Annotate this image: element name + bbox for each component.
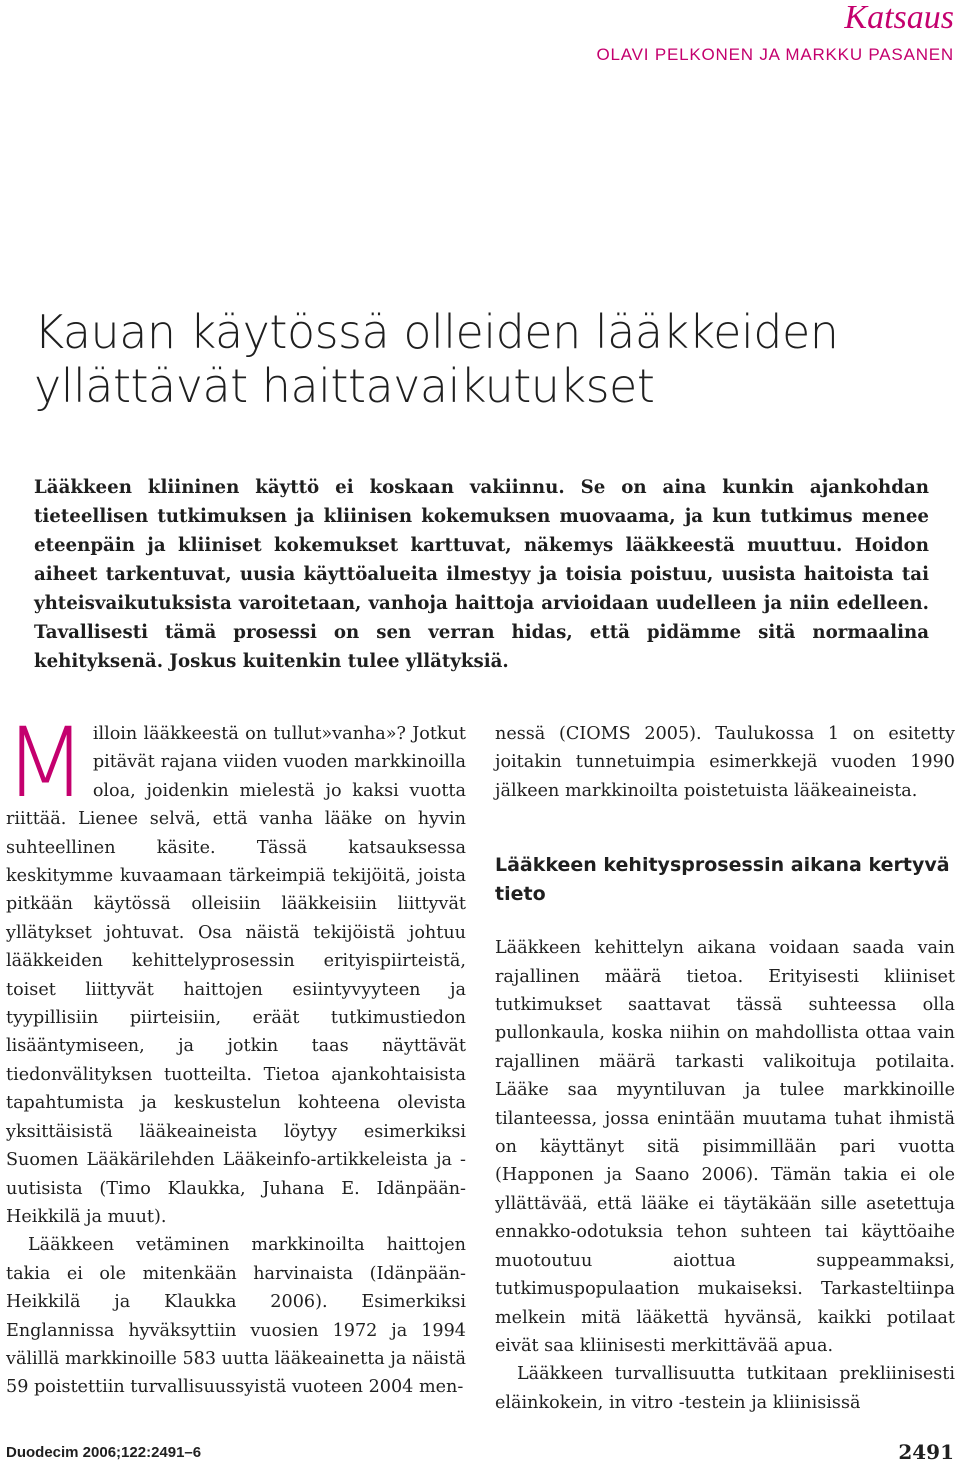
lead-paragraph: Lääkkeen kliininen käyttö ei koskaan vakiinnu. Se on aina kunkin ajankohdan tieteellisen tutkimuksen ja kliinisen kokemuksen muovaama, ja kun tutkimus menee eteenpäin ja kliiniset kokemukset karttuvat, näkemys lääkkeestä muuttuu. Hoidon aiheet tarkentuvat, uusia käyttöalueita ilmestyy ja toisia poistuu, uusista haitoista tai yhteisvaikutuksista varoitetaan, vanhoja haittoja arvioidaan uudelleen ja niin edelleen. Tavallisesti tämä prosessi on sen verran hidas, että pidämme sitä normaalina kehityksenä. Joskus kuitenkin tulee yllätyksiä. <box>34 477 929 672</box>
journal-citation: Duodecim 2006;122:2491–6 <box>6 1444 202 1461</box>
section-subheading: Lääkkeen kehitysprosessin aikana kertyvä tieto <box>495 854 950 906</box>
article-title <box>34 305 934 413</box>
body-paragraph: Lääkkeen vetäminen markkinoilta haittojen takia ei ole mitenkään harvinaista (Idänpään-Heikkilä ja Klaukka 2006). Esimerkiksi Englannissa hyväksyttiin vuosien 1972 ja 1994 välillä markkinoille 583 uutta lääkeainetta ja näistä 59 poistettiin turvallisuussyistä vuoteen 2004 men- <box>6 1235 466 1398</box>
body-paragraph: Lääkkeen kehittelyn aikana voidaan saada vain rajallinen määrä tietoa. Erityisesti kliiniset tutkimukset saattavat tässä suhteessa olla pullonkaula, koska niihin on mahdollista ottaa vain rajallinen määrä tarkasti valikoituja potilaita. Lääke saa myyntiluvan ja tulee markkinoille tilanteessa, jossa enintään muutama tuhat ihmistä on käyttänyt sitä pisimmillään pari vuotta (Happonen ja Saano 2006). Tämän takia ei ole yllättävää, että lääke ei täytäkään sille asetettuja ennakko-odotuksia tehon suhteen tai käyttöaihe muotoutuu aiottua suppeammaksi, tutkimuspopulaation mukaiseksi. Tarkasteltiinpa melkein mitä lääkettä hyvänsä, kaikki potilaat eivät saa kliinisesti merkittävää apua. <box>495 938 955 1356</box>
page-number: 2491 <box>898 1440 954 1464</box>
body-paragraph-text: illoin lääkkeestä on tullut»vanha»? Jotkut pitävät rajana viiden vuoden markkinoilla oloa, joidenkin mielestä jo kaksi vuotta riittää. Lienee selvä, että vanha lääke on hyvin suhteellinen käsite. Tässä katsauksessa keskitymme kuvaamaan tärkeimpiä tekijöitä, joista pitkään käytössä olleisiin lääkkeisiin liittyvät yllätykset johtuvat. Osa näistä tekijöistä johtuu lääkkeiden kehittelyprosessin erityispiirteistä, toiset liittyvät haittojen esiintyvyyteen ja tyypillisiin piirteisiin, eräät tutkimustiedon lisääntymiseen, ja jotkin taas näyttävät tiedonvälityksen tuotteilta. Tietoa ajankohtaisista tapahtumista ja keskustelun kohteena olevista yksittäisistä lääkeaineista löytyy esimerkiksi Suomen Lääkärilehden Lääkeinfo-artikkeleista ja -uutisista (Timo Klaukka, Juhana E. Idänpään-Heikkilä ja muut). <box>6 724 466 1227</box>
body-paragraph: Lääkkeen turvallisuutta tutkitaan prekliinisesti eläinkokein, in vitro -testein ja kliinisissä <box>495 1364 955 1413</box>
article-authors: OLAVI PELKONEN JA MARKKU PASANEN <box>596 45 954 64</box>
body-paragraph <box>4 707 466 1231</box>
body-column-right <box>495 720 955 1417</box>
article-title-line-2: yllättävät haittavaikutukset <box>34 359 655 413</box>
article-title-line-1: Kauan käytössä olleiden lääkkeiden <box>34 305 839 359</box>
drop-cap: M <box>4 707 87 819</box>
section-label: Katsaus <box>844 0 954 36</box>
body-column-left <box>4 707 466 1402</box>
body-paragraph: nessä (CIOMS 2005). Taulukossa 1 on esitetty joitakin tunnetuimpia esimerkkejä vuoden 1990 jälkeen markkinoilta poistetuista lääkeaineista. <box>495 724 955 801</box>
